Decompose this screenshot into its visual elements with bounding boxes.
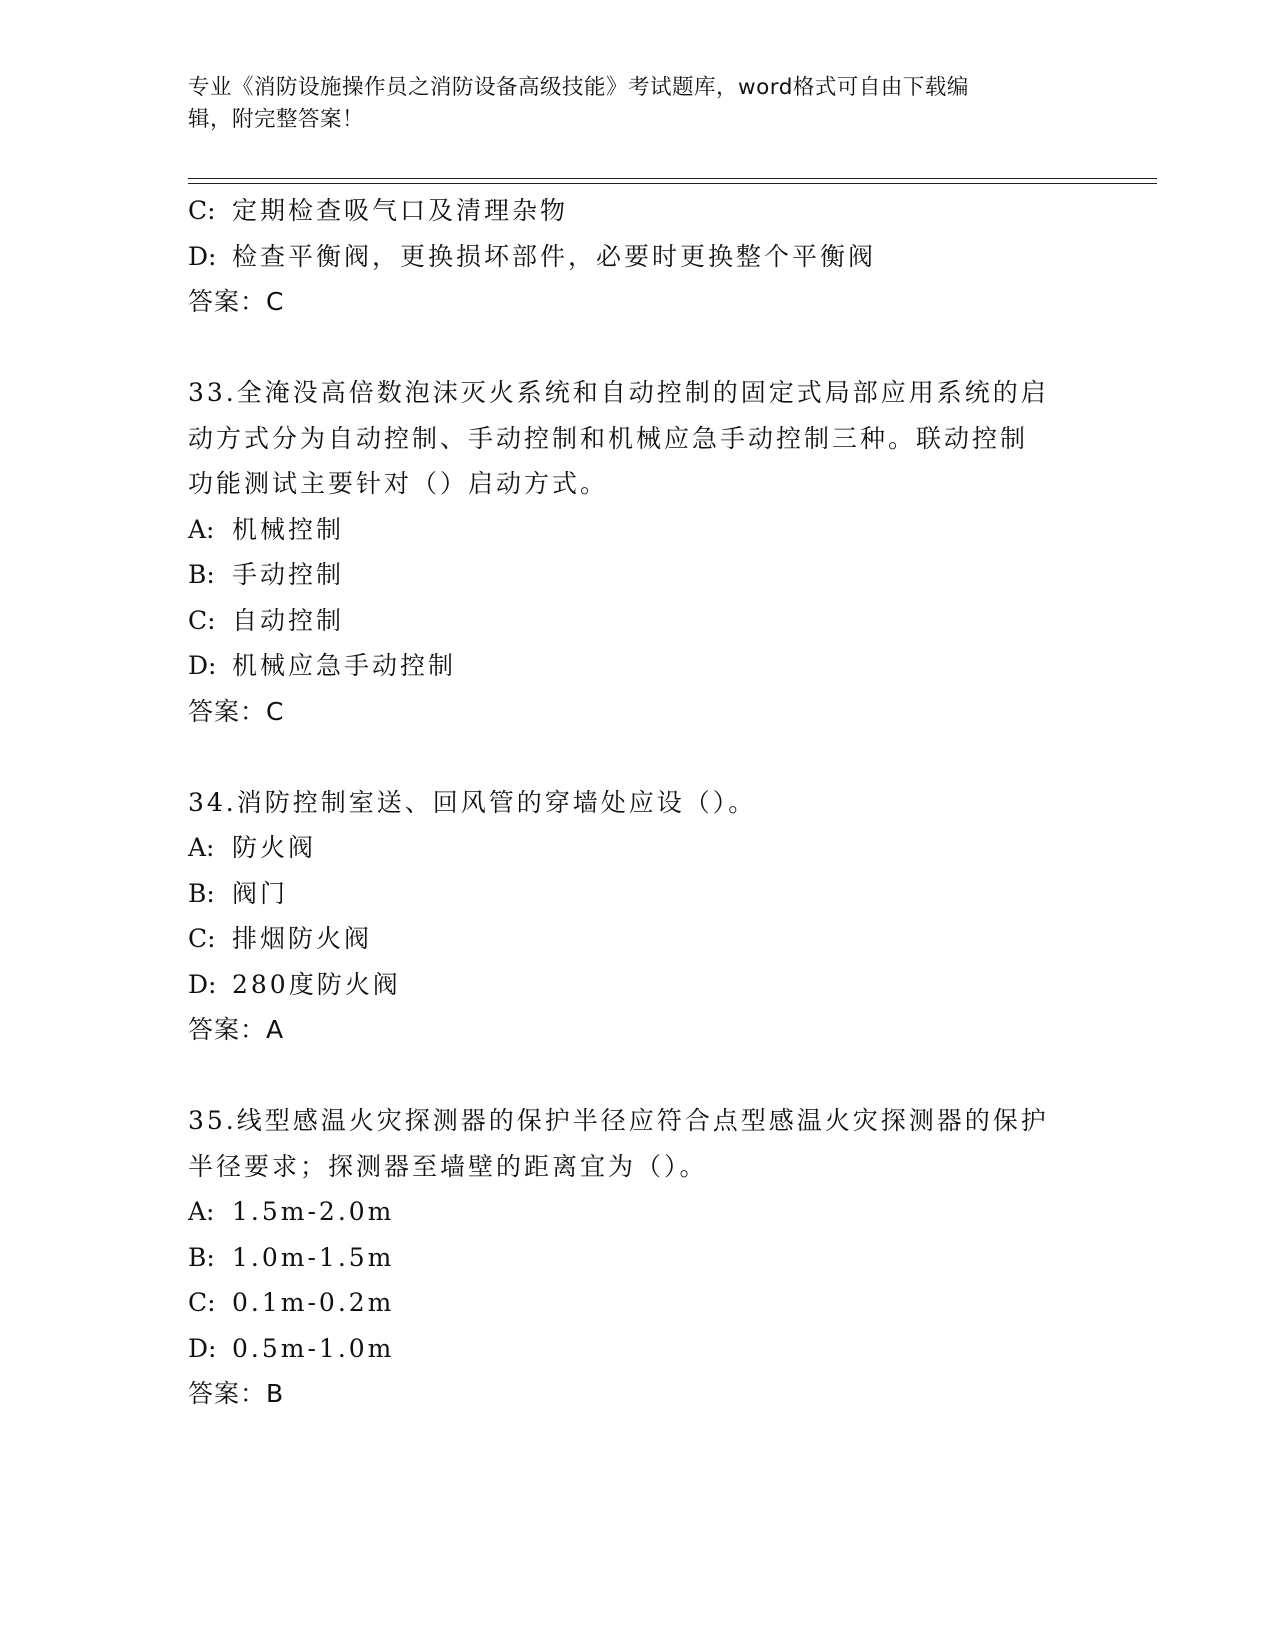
question-stem-line: 33.全淹没高倍数泡沫灭火系统和自动控制的固定式局部应用系统的启: [188, 378, 1049, 407]
option-text: 自动控制: [232, 605, 345, 635]
document-header: [188, 72, 1068, 136]
header-divider-bottom: [188, 183, 1157, 184]
spacer: [188, 1053, 1088, 1099]
option-text: 1.0m-1.5m: [232, 1242, 395, 1272]
option-key: C:: [188, 1288, 216, 1317]
option-key: C:: [188, 605, 216, 635]
option-text: 检查平衡阀，更换损坏部件，必要时更换整个平衡阀: [232, 241, 877, 271]
spacer: [188, 325, 1088, 371]
option-a: [188, 507, 1088, 553]
option-text: 手动控制: [232, 560, 345, 589]
option-key: A:: [188, 833, 215, 862]
question-35: [188, 1098, 1088, 1417]
option-text: 0.1m-0.2m: [232, 1288, 395, 1317]
option-text: 1.5m-2.0m: [232, 1197, 395, 1226]
option-text: 定期检查吸气口及清理杂物: [232, 196, 569, 225]
option-c: [188, 598, 1088, 644]
option-text: 排烟防火阀: [232, 924, 373, 953]
option-d: [188, 643, 1088, 689]
carryover-block: [188, 188, 1088, 325]
option-key: D:: [188, 1333, 217, 1363]
option-text: 阀门: [232, 878, 289, 908]
question-33: [188, 370, 1088, 734]
option-d: [188, 1326, 1088, 1372]
header-line-2: 辑，附完整答案！: [188, 107, 365, 132]
question-stem-line: 35.线型感温火灾探测器的保护半径应符合点型感温火灾探测器的保护: [188, 1106, 1049, 1135]
option-text: 280度防火阀: [232, 969, 401, 999]
option-text: 机械应急手动控制: [232, 651, 457, 680]
answer-line: 答案：B: [188, 1379, 285, 1408]
option-a: [188, 1189, 1088, 1235]
option-key: A:: [188, 514, 215, 544]
option-key: C:: [188, 196, 216, 225]
question-content: [188, 188, 1088, 1417]
option-b: [188, 871, 1088, 917]
question-stem-line: 动方式分为自动控制、手动控制和机械应急手动控制三种。联动控制: [188, 423, 1029, 453]
option-text: 0.5m-1.0m: [232, 1333, 395, 1363]
option-c: [188, 188, 1088, 234]
option-b: [188, 552, 1088, 598]
header-divider-top: [188, 178, 1157, 179]
answer-line: 答案：C: [188, 287, 285, 316]
question-34: [188, 780, 1088, 1053]
option-key: D:: [188, 241, 217, 271]
question-stem-line: 功能测试主要针对（）启动方式。: [188, 469, 609, 498]
header-line-1: 专业《消防设施操作员之消防设备高级技能》考试题库，word格式可自由下载编: [188, 75, 969, 100]
question-stem-line: 半径要求；探测器至墙壁的距离宜为（）。: [188, 1151, 708, 1181]
option-a: [188, 825, 1088, 871]
option-c: [188, 1280, 1088, 1326]
option-key: D:: [188, 651, 217, 680]
question-stem-line: 34.消防控制室送、回风管的穿墙处应设（）。: [188, 787, 757, 817]
option-d: [188, 962, 1088, 1008]
option-d: [188, 234, 1088, 280]
option-key: B:: [188, 1242, 215, 1272]
option-c: [188, 916, 1088, 962]
option-b: [188, 1235, 1088, 1281]
option-key: C:: [188, 924, 216, 953]
option-key: D:: [188, 969, 217, 999]
option-text: 机械控制: [232, 514, 345, 544]
spacer: [188, 734, 1088, 780]
option-text: 防火阀: [232, 833, 317, 862]
option-key: B:: [188, 878, 215, 908]
answer-line: 答案：A: [188, 1015, 285, 1044]
option-key: A:: [188, 1197, 215, 1226]
answer-line: 答案：C: [188, 696, 285, 726]
option-key: B:: [188, 560, 215, 589]
